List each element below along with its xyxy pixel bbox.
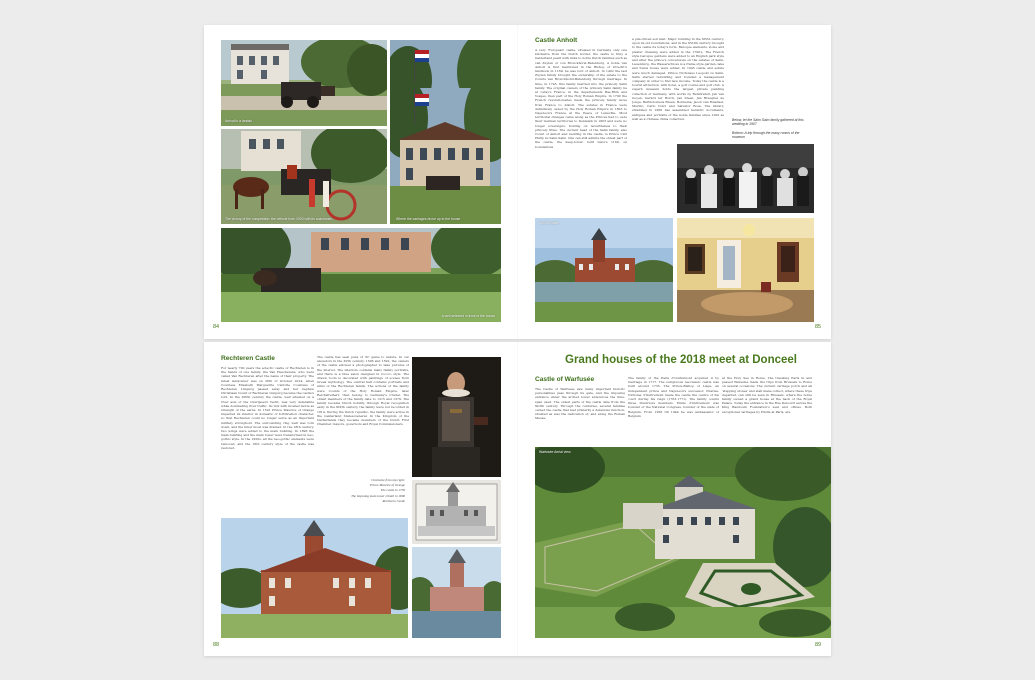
photo-wedding-1907 (677, 144, 814, 213)
credit-line: Clockwise from top right: (371, 478, 405, 482)
photo-caption: Anholt Castle (539, 221, 560, 225)
photo-castle-anholt-moat (535, 218, 673, 322)
page-number-88: 88 (213, 642, 220, 648)
photo-caption: The victory of the competition: the vehicle from 1920 with its coachman (225, 217, 332, 221)
credit-line: The imposing main tower rebuilt in 1896 (351, 493, 405, 498)
page-number-84: 84 (213, 324, 220, 330)
page-gutter (517, 25, 518, 339)
article-text-col2: The castle has seen pens of 'ht' game to nature. In our ancestors in the XVth century, 1596 and 1592, the owners of the castle allowed a photographer to take pictures of the interior. The interiors contains many family portraits, and there is a blue salon designed in rococo style. The drawn room is decorated with paintings of scenes from Greek mythology. The central hall contains portraits and arms of the Rechteren family. The actions of the family were Counts of the Holy Roman Empire, later Reichsfreiherr, then belong to Germany's Cradel. The oldest members of the family date to 1315 and 1379. The family became Dutch nobility through Royal recognition early in the XIXth century, the family were not recorded in 1814. During the Dutch republic, the family were active in the Gelderland States-General. In the Kingdom of the Netherlands they became members of the Dutch First Chamber, mayors, governors and Royal Commissioners. (317, 355, 409, 427)
photo-warfusee-aerial (535, 447, 831, 638)
photo-caption: Where the carriages drove up to the house (396, 217, 461, 221)
photo-castle-1750-engraving (412, 480, 501, 544)
credit-line: Rechteren Castle (382, 498, 405, 503)
photo-caption: A well selected in front of the house (441, 314, 495, 318)
photo-rechteren-castle-brick (221, 518, 408, 638)
spread-pages-84-85 (204, 25, 831, 339)
page-title-grand-houses: Grand houses of the 2018 meet at Donceel (565, 354, 797, 366)
credit-line: The castle in 1750 (380, 488, 405, 493)
page-gutter (517, 342, 518, 656)
section-heading-rechteren-castle: Rechteren Castle (221, 355, 275, 362)
photo-carriage-couple (221, 129, 387, 224)
article-text-col2: The family of the Earls d'Oultremont acquired it by marriage in 1717. The sumptuous neoclassic castle was built around 1735. The Prince-Bishop of Liège, an independent prince and Napoleon's successor, Charles-Nicholas d'Oultremont made the castle the centre of his court during his reign (1763-1771). The family counts three illustrious members. Emile d'Oultremont was founder of the National Congress, founder of the state of Belgium. From 1938 till 1944 he was ambassador of Belgium (628, 376, 719, 418)
photo-grass-front (221, 228, 501, 322)
photo-prince-maurice-portrait (412, 357, 501, 477)
article-text-col1: For nearly 700 years the eclectic castle of Rechteren is in the hands of one family, the Van Heeckerens, who were called Van Rechteren after the name of their property. The latest landowner was on 26th of October 2014, when Countess Elisabeth Marguerite Carlotte Countess of Rechteren Limpurg passed away and her nephew Christiaan Count of Rechteren Limpurg became the castle's lord. In the XIVth century the castle, well situated on a river axis of the Overijssel's Vecht, was very defensible while dominating river traffic. Its tick with moated motte as strength of the earns. In 1591 Prince Maurice of Orange impacted its interior in domestic of fortification character, so that Rechteren could no longer serve as an important military stronghold. The surrounding ring wall was torn down, and the inner moat was drained. In the 18th century, two wings were added to the main building. In 1896 the main building and the main tower were transformed in neo-gothic style. In the 1950s, all the neo-gothic elements were removed, and the 18th century style of the castle was restored. (221, 366, 314, 450)
photo-carriage-arrival (221, 40, 387, 126)
section-heading-castle-of-warfusee: Castle of Warfusée (535, 376, 595, 383)
section-heading-castle-anholt: Castle Anholt (535, 37, 578, 44)
photo-caption: Warfusée Aerial view (539, 450, 571, 454)
spread-pages-88-89 (204, 342, 831, 656)
photo-caption: Bottom: A trip through the many rooms of the museum (732, 131, 800, 139)
article-text-col1: A very 'European' castle, situated in Germany only one kilometre from the Dutch border, the castle is truly a Gelderland pearl with links to noble Dutch families such as van Zuylen or von Bronckhorst-Batenburg. A noble van Anholt is first mentioned in the Bishop of Utrecht's landbook in 1169; he was lord of Anholt. In 1402 the last Zuylen family brought the ownership of the estate to the Counts van Bronckhorst-Batenburg through marriage. In time, in 1745, this family married into the princely Salm family. The original owners of the princely Salm family lie at today's France, in the départements Bas-Rhin and Vosges, then part of the Holy Roman Empire. In 1790 the French revolutionaries made the princely family move from France to Anholt. The estates in France were definitively ceded by the Holy Roman Empire in 1803 to Napoleon's France at the Peace of Lunéville. Most territorial changes came along as the Princes had to cede their German territories to Denmark in 1803 and were no longer sovereigns, holding on nevertheless to their princely titles. The current head of the Salm family, also Count of Anholt and residing in the castle, is Prince Carl Philip zu Salm-Salm. One can still admire the oldest part of the castle, the keep-tower, built before 1169, on foundations (535, 48, 627, 149)
photo-caption: Arrival in a landau (225, 119, 253, 123)
photo-credits (351, 478, 405, 504)
page-number-89: 89 (815, 642, 822, 648)
page-number-85: 85 (815, 324, 822, 330)
article-text-col3: at the Holy See in Rome. The traveling Earls in and passed Waresme made the trips from Brussels to Rome on several occasions. The current carriage porch and all 'stepping stones' and stall mane collect, where these trips departed, can still be seen in Brussels, where the noble family owned a grand house at the back of the Royal Palace. Today the entrance in the Rue Delcourt serves the King Baudouin Foundation's seat and offices. Both exceptional carriages by Pindle at Paris, are (722, 376, 812, 414)
photo-main-tower (412, 547, 501, 638)
article-text-col1: The Castle of Warfusée saw many important historic personalities pass through its gate, and the imposing entrance under the arched tower announces the time-span used. The oldest parts of the castle date from the XIIIth century. Through the centuries, several families owned the castle that had primarily a defensive function, situated as was the dedication of, and along the Roman Meuse. (535, 387, 625, 421)
photo-lawn-drive (390, 88, 501, 224)
photo-museum-interior (677, 218, 814, 322)
credit-line: Prince Maurice of Orange (369, 483, 405, 488)
photo-caption: Below, let the Salm Salm family gathered at this wedding in 1907 (732, 118, 804, 126)
article-text-col2: a pile-driven soil islet. Major building in the XIVth century, upon its old foundations, and in the XVIIth century brought to the castle its today's form. Baroque elements, stone and plaster dressing were added in the 1700's. The French style baroque gardens were added to an English park style and after the prince's conversions on the estates of Salm-Lauenburg, the Wasserschloss is a frame style garden, lake and Swiss house were added. In 1945 castle and estate were much damaged. Prince Nicholaus Leopold zu Salm-Salm started rebuilding and founded a management company in order to find new income. Today the castle is a tourist attraction, with hotel, a golf course and golf club. A superb museum holds the largest private painting collection of Germany, with works by Rembrandt, Jan van Goyen, Gerard ter Borch, Jan Steen, Jan Brueghel de Jonge, Bartholomeus Breen, Hobbema, Jacob van Ruisdael, Murillo, Carlo Dolci and Salvator Rosa. The library, straddled in 1966 has assembled heraldic documents, antiques and portraits of the noble families since 1200 as well as a Chinese china collection. (632, 37, 724, 121)
